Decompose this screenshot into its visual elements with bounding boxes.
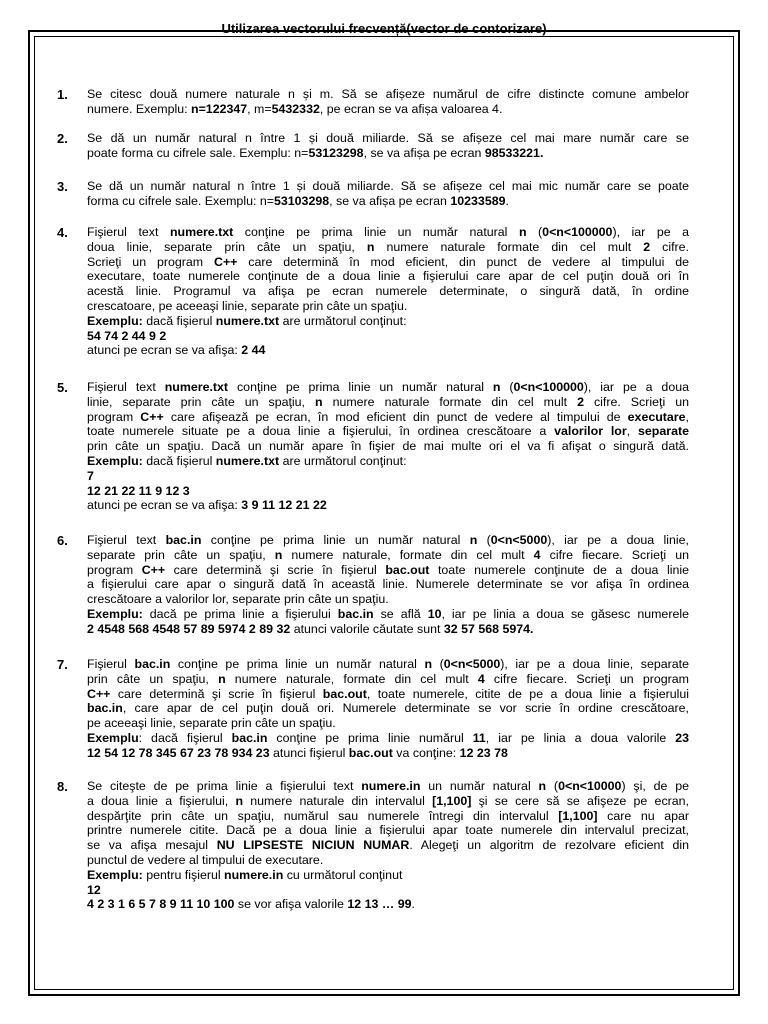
text-run: : dacă fişierul — [138, 730, 232, 745]
text-run: , care apar de cel puţin două ori. Numerele determinate se vor scrie în ordine crescătoare, — [122, 701, 689, 716]
text-line — [87, 622, 689, 637]
text-line — [87, 179, 689, 194]
text-run: Fişierul — [87, 657, 135, 671]
text-run: Scrieţi un program — [87, 254, 214, 269]
text-run: ( — [546, 779, 559, 793]
text-run: conţine pe prima linie un număr natural — [201, 533, 470, 547]
text-run: atunci fişierul — [269, 745, 349, 760]
bold-text: numere.txt — [215, 313, 280, 328]
problem-item — [57, 131, 689, 161]
text-line — [87, 779, 689, 794]
problem-item — [57, 380, 689, 513]
text-line — [87, 395, 689, 410]
bold-text: 11 — [472, 730, 486, 745]
text-run: care afişează pe ecran, în mod eficient din punct de vedere al timpului de — [163, 409, 628, 424]
problem-number: 5. — [57, 380, 68, 395]
problem-text — [87, 380, 689, 513]
text-line — [87, 255, 689, 270]
bold-text: Exemplu: — [87, 867, 143, 882]
bold-text: C++ — [214, 254, 238, 269]
text-run: toate numerele conţinute de a doua linie — [429, 562, 689, 577]
bold-text: 3 9 11 12 21 22 — [241, 498, 327, 513]
problem-number: 3. — [57, 179, 68, 194]
text-run: se vor afişa valorile — [234, 897, 348, 912]
text-run: şi se cere să se afişeze pe ecran, — [471, 793, 689, 808]
text-line — [87, 314, 689, 329]
problem-item — [57, 533, 689, 637]
bold-text: bac.out — [322, 686, 367, 701]
bold-text: C++ — [87, 686, 111, 701]
bold-text: Exemplu: — [87, 453, 143, 468]
problem-item — [57, 657, 689, 761]
bold-text: n — [538, 779, 547, 793]
text-run: numere naturale, formate din cel mult — [225, 671, 478, 686]
text-run: ( — [500, 380, 514, 394]
text-line — [87, 548, 689, 563]
document-title: Utilizarea vectorului frecvență(vector de contorizare) — [221, 21, 547, 36]
text-run: se va afişa mesajul — [87, 838, 217, 853]
text-line — [87, 746, 689, 761]
text-line — [87, 563, 689, 578]
bold-text: 12 23 78 — [459, 745, 508, 760]
problem-number: 1. — [57, 87, 68, 102]
text-run: . — [505, 193, 509, 208]
text-run: dacă pe prima linie a fişierului — [142, 606, 338, 621]
bold-text: Exemplu: — [87, 313, 143, 328]
text-run: executare, toate numerele conţinute de a doua linie a fişierului care apar de cel puţin două ori în — [87, 269, 689, 284]
text-line — [87, 731, 689, 746]
bold-text: C++ — [140, 409, 164, 424]
text-run: care nu apar — [597, 808, 690, 823]
text-run: ( — [526, 225, 543, 239]
bold-text: n — [424, 657, 433, 671]
bold-text: n — [218, 671, 226, 686]
problem-text — [87, 779, 689, 912]
text-line — [87, 146, 689, 161]
text-run: atunci valorile căutate sunt — [290, 621, 444, 636]
bold-text: n — [315, 394, 323, 409]
bold-text: [1,100] — [432, 793, 472, 808]
bold-text: 12 — [87, 882, 101, 897]
text-run: pentru fişierul — [142, 867, 225, 882]
bold-text: bac.in — [337, 606, 374, 621]
text-run: numere. Exemplu: — [87, 101, 191, 116]
text-line — [87, 410, 689, 425]
problem-text — [87, 533, 689, 637]
problem-item — [57, 87, 689, 117]
text-run: a doua linie a fişierului, — [87, 793, 236, 808]
problem-text — [87, 87, 689, 117]
bold-text: executare — [627, 409, 686, 424]
problem-text — [87, 657, 689, 761]
problem-item — [57, 225, 689, 358]
text-line — [87, 269, 689, 284]
problem-number: 7. — [57, 657, 68, 672]
text-run: program — [87, 409, 141, 424]
text-run: conţine pe prima linie numărul — [267, 730, 473, 745]
text-run: . — [411, 897, 415, 912]
text-line — [87, 284, 689, 299]
problem-number: 2. — [57, 131, 68, 146]
bold-text: 53123298 — [308, 145, 364, 160]
bold-text: 7 — [87, 468, 94, 483]
text-run: cifre fiecare. Scrieţi un — [540, 547, 689, 562]
text-run: , iar pe linia a doua se găsesc numerele — [441, 606, 689, 621]
text-line — [87, 439, 689, 454]
bold-text: 53103298 — [273, 193, 330, 208]
bold-text: numere.in — [361, 779, 421, 793]
text-run: acestă linie. Programul va afişa pe ecran numerele determinate, o singură dată, în ordine — [87, 284, 689, 299]
problem-text — [87, 179, 689, 209]
text-line — [87, 225, 689, 240]
bold-text: 98533221. — [484, 145, 544, 160]
text-run: conţine pe prima linie un număr natural — [170, 657, 425, 671]
text-run: ), iar pe a doua linie, separate — [500, 657, 689, 671]
bold-text: 2 — [643, 239, 651, 254]
problem-number: 6. — [57, 533, 68, 548]
bold-text: bac.out — [385, 562, 430, 577]
text-run: numere naturale formate din cel mult — [374, 239, 644, 254]
bold-text: 54 74 2 44 9 2 — [87, 328, 167, 343]
text-line — [87, 299, 689, 314]
text-line — [87, 194, 689, 209]
text-run: dacă fişierul — [142, 313, 216, 328]
bold-text: C++ — [141, 562, 166, 577]
text-run: ) şi, de pe — [621, 779, 689, 793]
text-run: , — [685, 409, 689, 424]
text-line — [87, 498, 689, 513]
bold-text: 10 — [427, 606, 442, 621]
text-line — [87, 883, 689, 898]
bold-text: 2 44 — [241, 343, 266, 358]
bold-text: 12 21 22 11 9 12 3 — [87, 483, 190, 498]
text-run: care determină în mod eficient, din punct de vedere al timpului de — [237, 254, 689, 269]
text-line — [87, 897, 689, 912]
bold-text: 2 — [577, 394, 584, 409]
text-run: numere naturale formate din cel mult — [322, 394, 578, 409]
bold-text: numere.txt — [215, 453, 280, 468]
text-run: prin câte un spaţiu. Dacă un număr apare în fişier de mai multe ori el va fi afişat o singură dată. — [87, 439, 689, 454]
text-run: cifre. Scrieţi un — [583, 394, 689, 409]
bold-text: n — [274, 547, 283, 562]
text-line — [87, 701, 689, 716]
text-run: ), iar pe a doua — [583, 380, 689, 394]
text-run: ), iar pe a — [612, 225, 690, 239]
text-run: despărţite prin câte un spaţiu, numărul sau numerele întregi din intervalul — [87, 808, 559, 823]
text-run: numere naturale, formate din cel mult — [282, 547, 534, 562]
text-line — [87, 484, 689, 499]
problem-text — [87, 131, 689, 161]
bold-text: 0<n<5000 — [490, 533, 548, 547]
text-run: . Alegeţi un algoritm de rezolvare eficient din — [409, 838, 690, 853]
bold-text: n — [492, 380, 501, 394]
text-run: toate numerele situate pe a doua linie a fişierului, în ordinea crescătoare a — [87, 424, 555, 439]
text-run: Fişierul text — [87, 533, 166, 547]
text-line — [87, 607, 689, 622]
bold-text: 12 13 … 99 — [347, 897, 412, 912]
text-line — [87, 823, 689, 838]
text-run: forma cu cifrele sale. Exemplu: n= — [87, 193, 274, 208]
text-run: cu următorul conţinut — [283, 867, 403, 882]
bold-text: numere.in — [224, 867, 284, 882]
text-run: dacă fişierul — [142, 453, 216, 468]
text-run: numere naturale din intervalul — [243, 793, 433, 808]
bold-text: 4 2 3 1 6 5 7 8 9 11 10 100 — [87, 897, 235, 912]
bold-text: numere.txt — [164, 380, 229, 394]
text-run: care determină şi scrie în fişierul — [110, 686, 323, 701]
bold-text: 12 54 12 78 345 67 23 78 934 23 — [87, 745, 270, 760]
text-line — [87, 838, 689, 853]
bold-text: n — [518, 225, 527, 239]
text-run: , pe ecran se va afișa valoarea 4. — [319, 101, 503, 116]
text-run: are următorul conţinut: — [279, 313, 407, 328]
problem-number: 8. — [57, 779, 68, 794]
text-line — [87, 380, 689, 395]
bold-text: 0<n<5000 — [443, 657, 501, 671]
text-run: punctul de vedere al timpului de executare. — [87, 852, 324, 867]
text-run: crescatoare, pe aceeaşi linie, separate prin câte un spaţiu. — [87, 298, 408, 313]
text-run: program — [87, 562, 142, 577]
bold-text: numere.txt — [169, 225, 234, 239]
bold-text: Exemplu — [87, 730, 139, 745]
text-line — [87, 716, 689, 731]
text-run: , toate numerele, citite de pe a doua linie a fişierului — [366, 686, 690, 701]
text-run: se află — [373, 606, 428, 621]
text-run: Fişierul text — [87, 380, 165, 394]
bold-text: n — [366, 239, 375, 254]
bold-text: 5432332 — [271, 101, 320, 116]
bold-text: bac.in — [231, 730, 268, 745]
text-run: un număr natural — [420, 779, 539, 793]
bold-text: 2 4548 568 4548 57 89 5974 2 89 32 — [87, 621, 291, 636]
text-run: ), iar pe a doua linie, — [547, 533, 689, 547]
text-run: poate forma cu cifrele sale. Exemplu: n= — [87, 145, 309, 160]
text-run: are următorul conţinut: — [279, 453, 407, 468]
bold-text: valorilor lor — [554, 424, 627, 439]
problem-item — [57, 179, 689, 209]
text-line — [87, 131, 689, 146]
text-run: Se dă un număr natural n între 1 și două miliarde. Să se afișeze cel mai mare număr care se — [87, 131, 689, 145]
text-line — [87, 329, 689, 344]
bold-text: 0<n<10000 — [558, 779, 622, 793]
text-run: Se citesc două numere naturale n și m. Să se afișeze numărul de cifre distincte comune ambelor — [87, 87, 689, 101]
text-run: Fişierul text — [87, 225, 170, 239]
text-run: pe aceeaşi linie, separate prin câte un spaţiu. — [87, 716, 336, 731]
text-run: linie, separate prin câte un spaţiu, — [87, 394, 315, 409]
text-line — [87, 102, 689, 117]
bold-text: 23 — [675, 730, 689, 745]
bold-text: bac.out — [348, 745, 393, 760]
text-run: Se dă un număr natural n între 1 și două miliarde. Să se afișeze cel mai mic număr care se poate — [87, 179, 689, 193]
text-line — [87, 454, 689, 469]
text-run: printre numerele citite. Dacă pe a doua linie a fişierului apar toate numerele din intervalul precizat, — [87, 823, 689, 838]
bold-text: n=122347 — [191, 101, 248, 116]
text-run: care determină şi scrie în fişierul — [165, 562, 386, 577]
text-line — [87, 672, 689, 687]
text-run: separate prin câte un spaţiu, — [87, 547, 275, 562]
text-line — [87, 657, 689, 672]
bold-text: 4 — [533, 547, 541, 562]
problem-text — [87, 225, 689, 358]
bold-text: n — [469, 533, 478, 547]
text-run: , se va afișa pe ecran — [329, 193, 451, 208]
bold-text: bac.in — [87, 701, 123, 716]
text-run: conţine pe prima linie un număr natural — [228, 380, 493, 394]
text-run: ( — [477, 533, 491, 547]
bold-text: NU LIPSESTE NICIUN NUMAR — [216, 838, 410, 853]
text-line — [87, 469, 689, 484]
bold-text: 0<n<100000 — [513, 380, 584, 394]
problem-number: 4. — [57, 225, 68, 240]
bold-text: Exemplu: — [87, 606, 143, 621]
problem-item — [57, 779, 689, 912]
text-run: atunci pe ecran se va afişa: — [87, 498, 242, 513]
bold-text: 32 57 568 5974. — [443, 621, 534, 636]
text-line — [87, 424, 689, 439]
text-line — [87, 809, 689, 824]
text-line — [87, 533, 689, 548]
text-run: Se citeşte de pe prima linie a fişierului text — [87, 779, 362, 793]
text-line — [87, 592, 689, 607]
text-line — [87, 240, 689, 255]
bold-text: n — [235, 793, 244, 808]
text-run: prin câte un spaţiu, — [87, 671, 219, 686]
text-line — [87, 577, 689, 592]
bold-text: separate — [638, 424, 689, 439]
text-run: atunci pe ecran se va afişa: — [87, 343, 242, 358]
text-run: , se va afișa pe ecran — [363, 145, 485, 160]
text-line — [87, 687, 689, 702]
text-run: ( — [432, 657, 444, 671]
bold-text: bac.in — [165, 533, 202, 547]
bold-text: 0<n<100000 — [542, 225, 613, 239]
bold-text: [1,100] — [558, 808, 598, 823]
text-line — [87, 853, 689, 868]
text-run: crescătoare a valorilor lor, separate prin câte un spaţiu. — [87, 592, 389, 607]
text-run: , m= — [247, 101, 272, 116]
bold-text: 4 — [477, 671, 485, 686]
text-run: conţine pe prima linie un număr natural — [233, 225, 519, 239]
text-run: cifre. — [650, 239, 689, 254]
bold-text: bac.in — [134, 657, 171, 671]
text-run: , — [626, 424, 638, 439]
text-run: a fişierului care apar o singură dată în această linie. Numerele determinate se vor afişa în ordinea — [87, 577, 689, 592]
text-run: , iar pe linia a doua valorile — [485, 730, 676, 745]
text-line — [87, 87, 689, 102]
text-run: va conţine: — [392, 745, 460, 760]
text-line — [87, 868, 689, 883]
text-line — [87, 343, 689, 358]
text-run: cifre fiecare. Scrieţi un program — [484, 671, 690, 686]
text-line — [87, 794, 689, 809]
bold-text: 10233589 — [450, 193, 506, 208]
text-run: doua linie, separate prin câte un spaţiu, — [87, 239, 367, 254]
